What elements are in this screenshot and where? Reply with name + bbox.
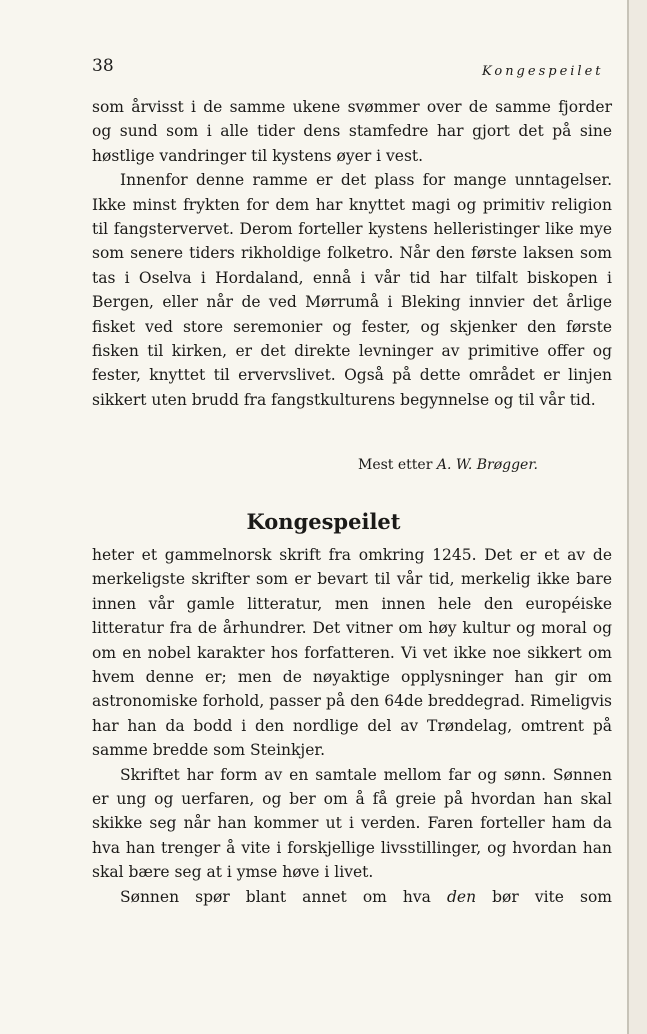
emphasized-word: den: [446, 887, 477, 906]
attribution-prefix: Mest etter: [358, 457, 433, 473]
paragraph: Skriftet har form av en samtale mellom far og sønn. Sønnen er ung og uerfaren, og ber om å få greie på hvordan han skal skikke seg når han kommer ut i verden. Faren forteller ham da hva han trenger å vite i forskjellige livsstillinger, og hvordan han skal bære seg at i ymse høve i livet.: [92, 765, 612, 882]
running-head: Kongespeilet: [482, 64, 604, 79]
section-1-text: [92, 95, 612, 412]
paragraph: som årvisst i de samme ukene svømmer over de samme fjorder og sund som i alle tider dens stamfedre har gjort det på sine høstlige vandringer til kystens øyer i vest.: [92, 98, 612, 165]
paragraph: [92, 885, 612, 909]
paragraph-start: Sønnen spør blant annet om hva: [120, 887, 431, 906]
paragraph: heter et gammelnorsk skrift fra omkring 1245. Det er et av de merkeligste skrifter som er bevart til vår tid, merkelig ikke bare innen vår gamle litteratur, men innen hele den européiske litteratur fra de århundrer. Det vitner om høy kultur og moral og om en nobel karakter hos forfatteren. Vi vet ikke noe sikkert om hvem denne er; men de nøyaktige opplysninger han gir om astronomiske forhold, passer på den 64de breddegrad. Rimeligvis har han da bodd i den nordlige del av Trøndelag, omtrent på samme bredde som Steinkjer.: [92, 546, 612, 760]
page-number: 38: [92, 56, 114, 76]
paragraph-end: bør vite som: [492, 887, 612, 906]
section-heading: Kongespeilet: [246, 509, 401, 534]
attribution-author: A. W. Brøgger.: [436, 457, 538, 473]
attribution: [358, 457, 538, 473]
paragraph: Innenfor denne ramme er det plass for mange unntagelser. Ikke minst frykten for dem har knyttet magi og primitiv religion til fangstervervet. Derom forteller kystens helleristinger like mye som senere tiders rikholdige folketro. Når den første laksen som tas i Oselva i Hordaland, ennå i vår tid har tilfalt biskopen i Bergen, eller når de ved Mørrumå i Bleking innvier det årlige fisket ved store seremonier og fester, og skjenker den første fisken til kirken, er det direkte levninger av primitive offer og fester, knyttet til ervervslivet. Også på dette området er linjen sikkert uten brudd fra fangstkulturens begynnelse og til vår tid.: [92, 171, 612, 409]
section-2-text: [92, 543, 612, 909]
